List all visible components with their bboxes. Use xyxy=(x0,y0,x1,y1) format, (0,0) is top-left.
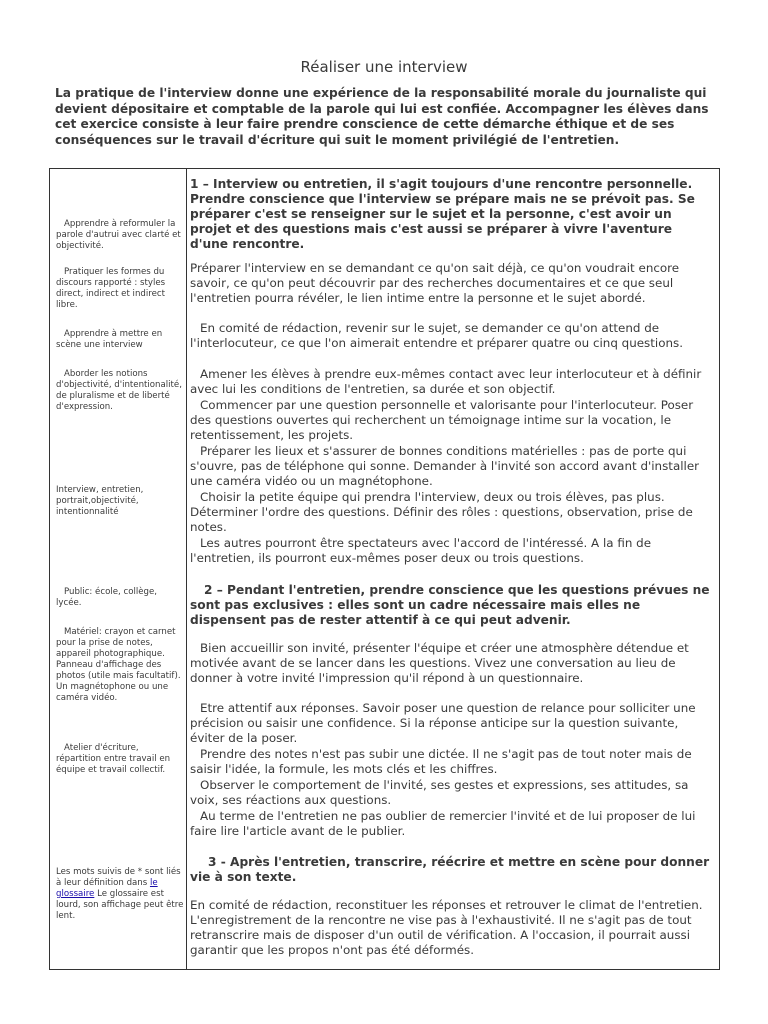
section1-paragraph: En comité de rédaction, revenir sur le sujet, se demander ce qu'on attend de l'interlocuteur, ce que l'on aimerait entendre et préparer quatre ou cinq questions. xyxy=(190,321,684,351)
section2-paragraph: Etre attentif aux réponses. Savoir poser une question de relance pour solliciter une précision ou saisir une confidence. Si la réponse anticipe sur la question suivante, éviter de la poser. xyxy=(190,701,696,746)
section1-paragraph: Préparer l'interview en se demandant ce qu'on sait déjà, ce qu'on voudrait encore savoir, ce qu'on peut découvrir par des recherches documentaires et ce que seul l'entretien pourra révéler, le lien intime entre la personne et le sujet abordé. xyxy=(190,261,680,306)
section3-paragraph: En comité de rédaction, reconstituer les réponses et retrouver le climat de l'entretien. L'enregistrement de la rencontre ne vise pas à l'exhaustivité. Il ne s'agit pas de tout retranscrire mais de disposer d'un outil de vérification. A l'occasion, il pourrait aussi garantir que les propos n'ont pas été déformés. xyxy=(190,898,703,958)
section2-heading: 2 – Pendant l'entretien, prendre conscience que les questions prévues ne sont pas exclusives : elles sont un cadre nécessaire mais elles ne dispensent pas de rester attentif à ce qui peut advenir. xyxy=(190,583,710,628)
section2-paragraph: Prendre des notes n'est pas subir une dictée. Il ne s'agit pas de tout noter mais de saisir l'idée, la formule, les mots clés et les chiffres. xyxy=(190,747,692,777)
intro-paragraph: La pratique de l'interview donne une expérience de la responsabilité morale du journaliste qui devient dépositaire et comptable de la parole qui lui est confiée. Accompagner les élèves dans cet exercice consiste à leur faire prendre conscience de cette démarche éthique et de ses conséquences sur le travail d'écriture qui suit le moment privilégié de l'entretien. xyxy=(55,86,709,147)
section1-paragraph: Les autres pourront être spectateurs avec l'accord de l'intéressé. A la fin de l'entretien, ils pourront eux-mêmes poser deux ou trois questions. xyxy=(190,536,652,566)
glossary-note xyxy=(56,867,184,922)
glossary-link[interactable]: le glossaire xyxy=(56,878,158,899)
objective-notions: Aborder les notions d'objectivité, d'intentionalité, de pluralisme et de liberté d'expression. xyxy=(56,369,182,412)
column-divider xyxy=(186,169,187,969)
objective-stage: Apprendre à mettre en scène une interview xyxy=(56,329,163,350)
section1-heading: 1 – Interview ou entretien, il s'agit toujours d'une rencontre personnelle. Prendre conscience que l'interview se prépare mais ne se prévoit pas. Se préparer c'est se renseigner sur le sujet et la personne, c'est avoir un projet et des questions mais c'est aussi se préparer à vivre l'aventure d'une rencontre. xyxy=(190,177,695,252)
section1-paragraph: Choisir la petite équipe qui prendra l'interview, deux ou trois élèves, pas plus. Déterminer l'ordre des questions. Définir des rôles : questions, observation, prise de notes. xyxy=(190,490,693,535)
section2-paragraph: Au terme de l'entretien ne pas oublier de remercier l'invité et de lui proposer de lui faire lire l'article avant de le publier. xyxy=(190,809,696,839)
glossary-intro: Les mots suivis de * sont liés à leur définition dans xyxy=(56,867,181,888)
atelier-info: Atelier d'écriture, répartition entre travail en équipe et travail collectif. xyxy=(56,743,171,775)
section2-paragraph: Bien accueillir son invité, présenter l'équipe et créer une atmosphère détendue et motivée avant de se lancer dans les questions. Vivez une conversation au lieu de donner à votre invité l'impression qu'il répond à un questionnaire. xyxy=(190,641,689,686)
content-table xyxy=(49,168,720,970)
page-title: Réaliser une interview xyxy=(300,58,468,76)
public-info: Public: école, collège, lycée. xyxy=(56,587,157,608)
keywords: Interview, entretien, portrait,objectivité, intentionnalité xyxy=(56,485,144,517)
glossary-warning: Le glossaire est lourd, son affichage peut être lent. xyxy=(56,889,184,921)
section3-heading: 3 - Après l'entretien, transcrire, réécrire et mettre en scène pour donner vie à son texte. xyxy=(190,855,710,885)
objective-reformulate: Apprendre à reformuler la parole d'autrui avec clarté et objectivité. xyxy=(56,219,181,251)
section2-paragraph: Observer le comportement de l'invité, ses gestes et expressions, ses attitudes, sa voix, ses réactions aux questions. xyxy=(190,778,689,808)
objective-discourse: Pratiquer les formes du discours rapporté : styles direct, indirect et indirect libre. xyxy=(56,267,166,310)
section1-paragraph: Amener les élèves à prendre eux-mêmes contact avec leur interlocuteur et à définir avec lui les conditions de l'entretien, sa durée et son objectif. xyxy=(190,367,702,397)
materiel-info: Matériel: crayon et carnet pour la prise de notes, appareil photographique. Panneau d'affichage des photos (utile mais facultatif). Un magnétophone ou une caméra vidéo. xyxy=(56,627,181,703)
section1-paragraph: Commencer par une question personnelle et valorisante pour l'interlocuteur. Poser des questions ouvertes qui recherchent un témoignage intime sur la vocation, le retentissement, les projets. xyxy=(190,398,694,443)
section1-paragraph: Préparer les lieux et s'assurer de bonnes conditions matérielles : pas de porte qui s'ouvre, pas de téléphone qui sonne. Demander à l'invité son accord avant d'installer une caméra vidéo ou un magnétophone. xyxy=(190,444,700,489)
